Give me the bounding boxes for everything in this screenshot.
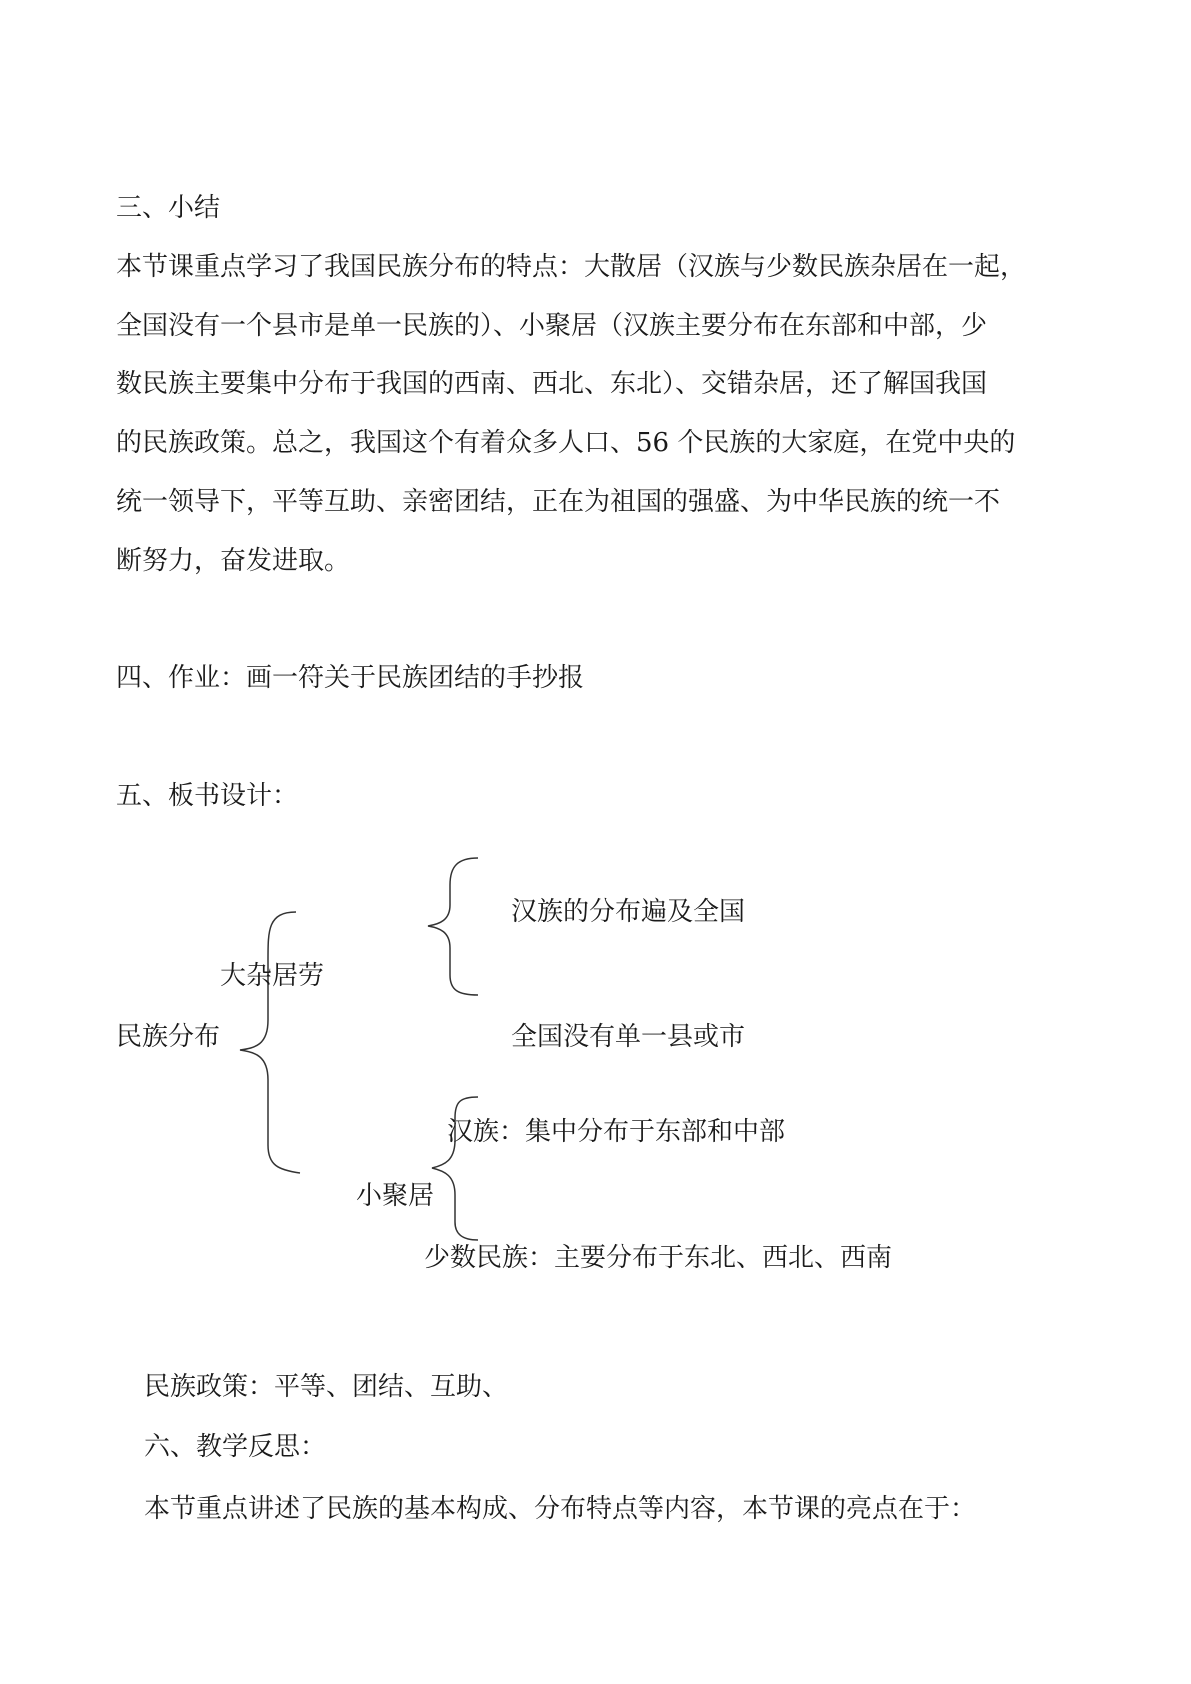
- upper-brace: [428, 858, 478, 995]
- summary-line-4: 的民族政策。总之，我国这个有着众多人口、56 个民族的大家庭，在党中央的: [116, 428, 1016, 458]
- diagram-branch-2: 小聚居: [356, 1181, 435, 1211]
- summary-line-3: 数民族主要集中分布于我国的西南、西北、东北）、交错杂居，还了解国我国: [116, 369, 988, 399]
- summary-line-6: 断努力，奋发进取。: [116, 546, 351, 576]
- diagram-branch2-item-1: 汉族：集中分布于东部和中部: [447, 1117, 786, 1147]
- main-brace: [240, 912, 300, 1173]
- diagram-branch2-item-2: 少数民族：主要分布于东北、西北、西南: [424, 1243, 893, 1273]
- diagram-branch-1: 大杂居劳: [220, 961, 325, 991]
- section3-heading: 三、小结: [116, 193, 221, 223]
- summary-line-5: 统一领导下，平等互助、亲密团结，正在为祖国的强盛、为中华民族的统一不: [116, 487, 1001, 517]
- diagram-branch1-item-2: 全国没有单一县或市: [511, 1022, 746, 1052]
- diagram-branch1-item-1: 汉族的分布遍及全国: [511, 897, 746, 927]
- reflection-line-1: 本节重点讲述了民族的基本构成、分布特点等内容，本节课的亮点在于：: [144, 1494, 977, 1524]
- section5-heading: 五、板书设计：: [116, 781, 299, 811]
- section6-heading: 六、教学反思：: [144, 1432, 327, 1462]
- ethnic-policy: 民族政策：平等、团结、互助、: [144, 1372, 509, 1402]
- summary-line-1: 本节课重点学习了我国民族分布的特点：大散居（汉族与少数民族杂居在一起，: [116, 252, 1027, 282]
- section4-heading: 四、作业：画一符关于民族团结的手抄报: [116, 663, 585, 693]
- diagram-root: 民族分布: [116, 1022, 221, 1052]
- summary-line-2: 全国没有一个县市是单一民族的）、小聚居（汉族主要分布在东部和中部，少: [116, 311, 988, 341]
